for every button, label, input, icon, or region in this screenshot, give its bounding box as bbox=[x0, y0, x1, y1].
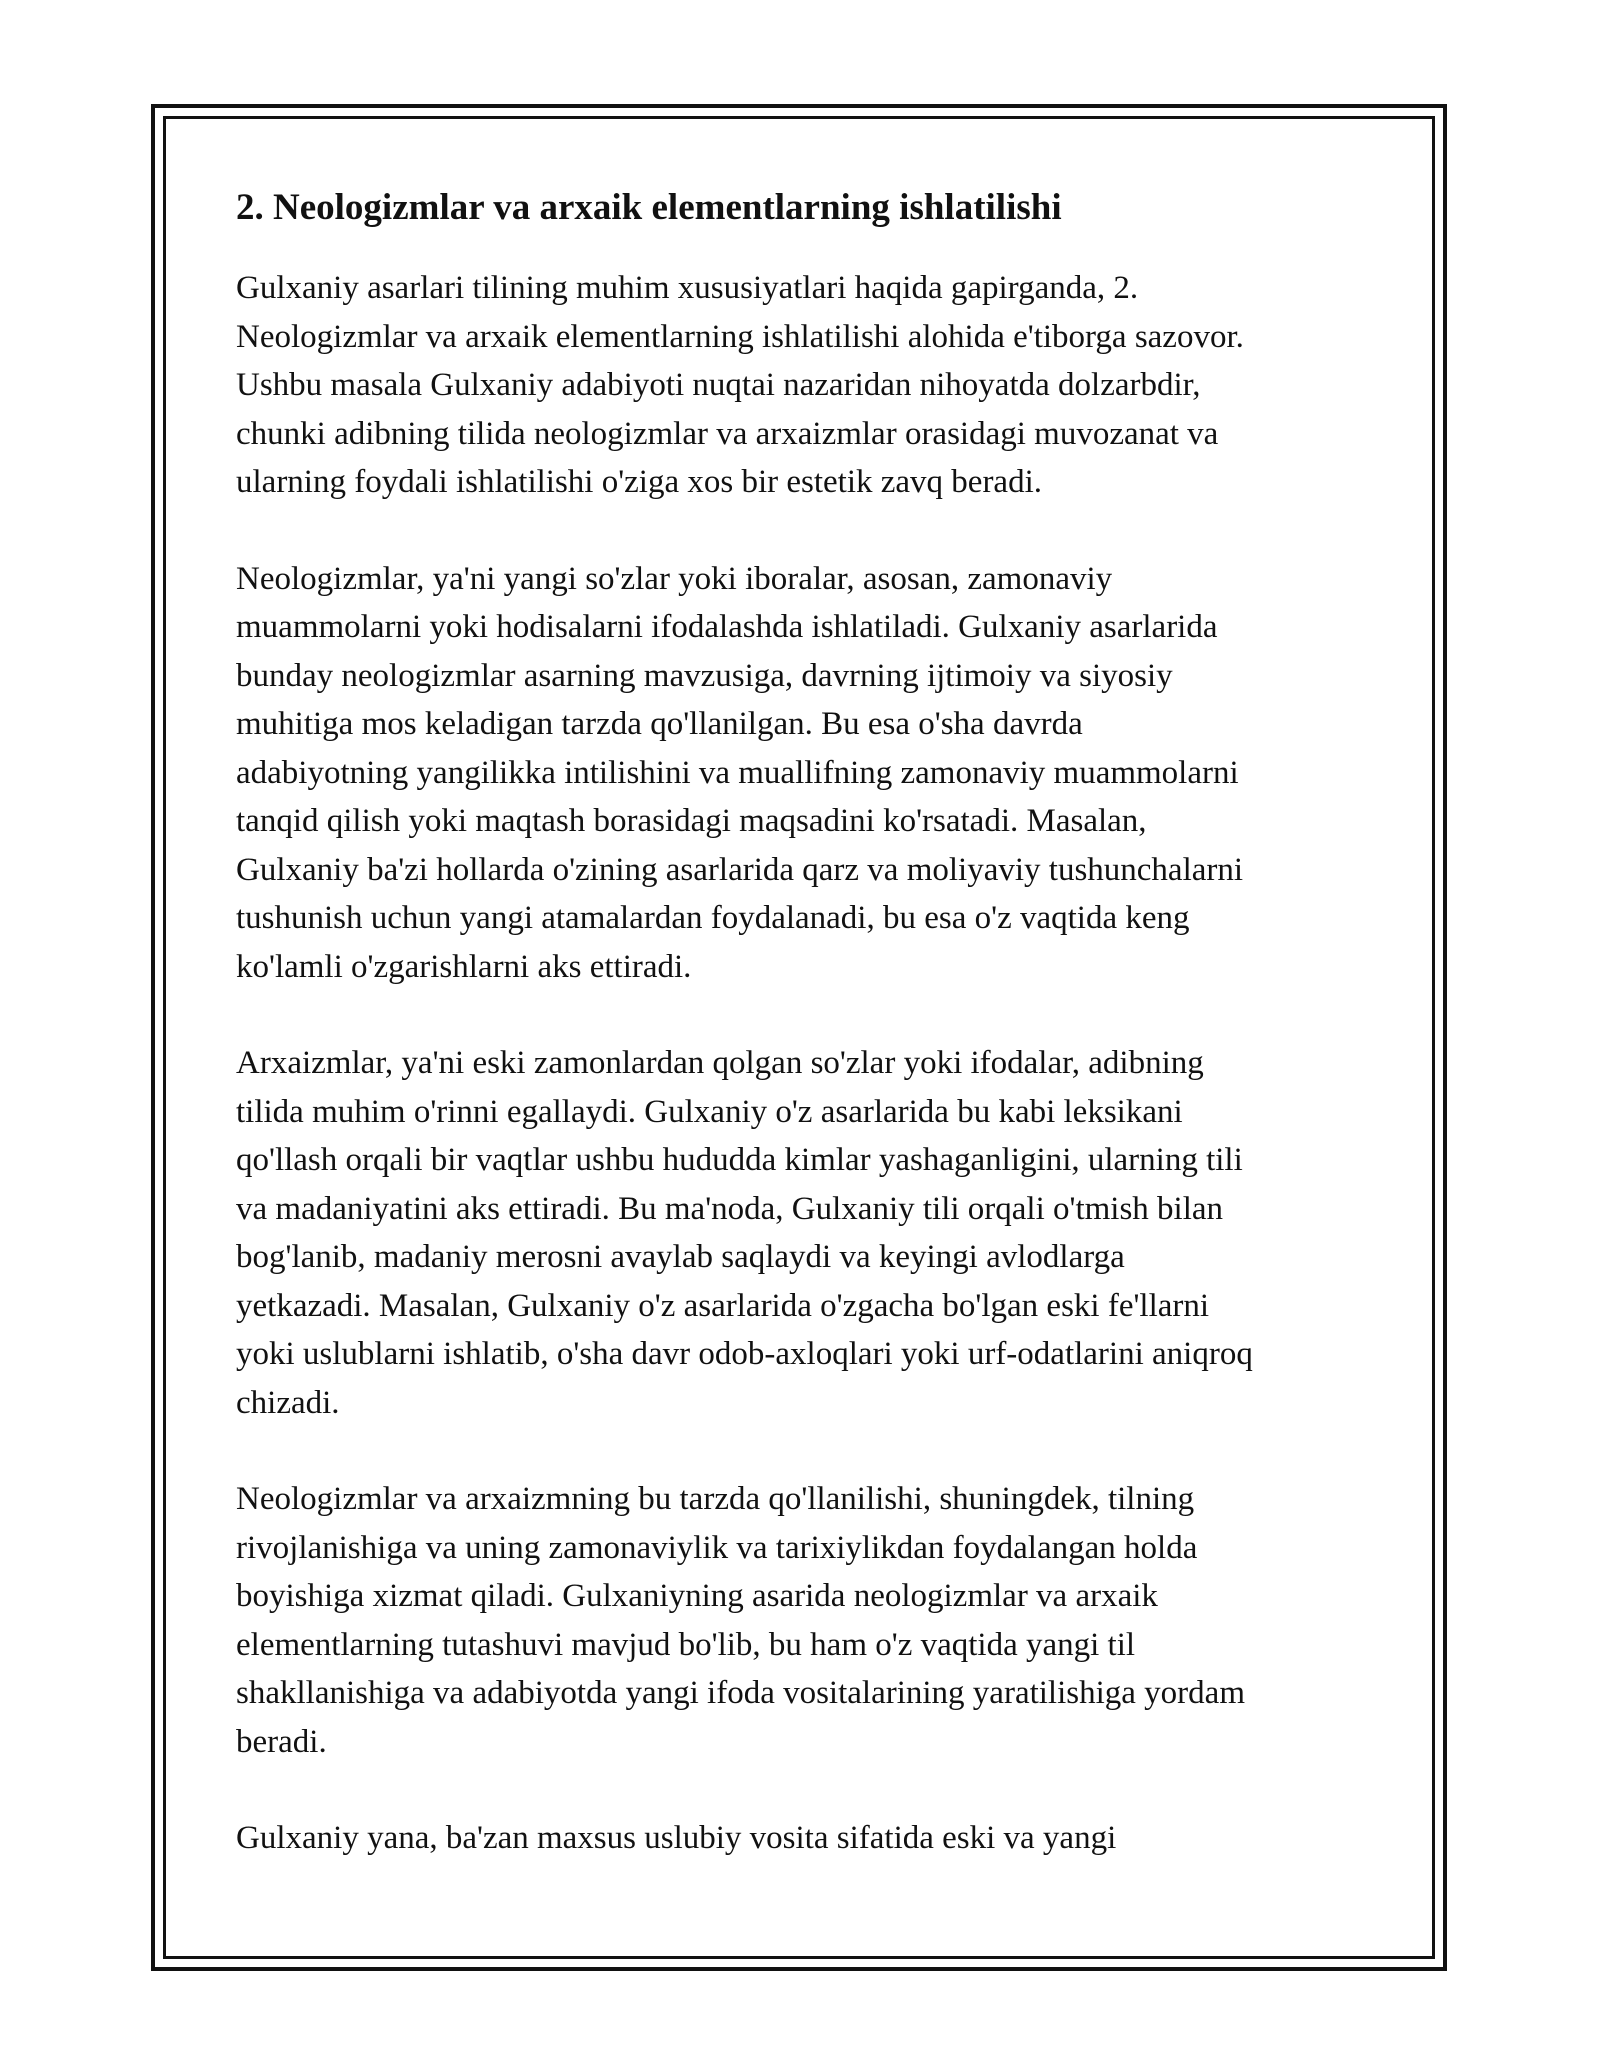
text-line: ko'lamli o'zgarishlarni aks ettiradi. bbox=[236, 948, 692, 985]
text-line: tanqid qilish yoki maqtash borasidagi maqsadini ko'rsatadi. Masalan, bbox=[236, 803, 1147, 840]
text-line: shakllanishiga va adabiyotda yangi ifoda vositalarining yaratilishiga yordam bbox=[236, 1675, 1245, 1712]
text-line: chizadi. bbox=[236, 1384, 340, 1421]
text-line: muhitiga mos keladigan tarzda qo'llanilgan. Bu esa o'sha davrda bbox=[236, 706, 1083, 743]
text-line: ularning foydali ishlatilishi o'ziga xos bir estetik zavq beradi. bbox=[236, 464, 1043, 501]
text-line: Gulxaniy ba'zi hollarda o'zining asarlarida qarz va moliyaviy tushunchalarni bbox=[236, 851, 1244, 888]
text-line: rivojlanishiga va uning zamonaviylik va tarixiylikdan foydalangan holda bbox=[236, 1529, 1198, 1566]
text-line: Neologizmlar va arxaik elementlarning ishlatilishi alohida e'tiborga sazovor. bbox=[236, 318, 1244, 355]
text-line: Neologizmlar, ya'ni yangi so'zlar yoki iboralar, asosan, zamonaviy bbox=[236, 560, 1113, 597]
paragraph-container bbox=[236, 264, 1396, 1863]
text-line: yoki uslublarni ishlatib, o'sha davr odob-axloqlari yoki urf-odatlarini aniqroq bbox=[236, 1336, 1253, 1373]
text-line: yetkazadi. Masalan, Gulxaniy o'z asarlarida o'zgacha bo'lgan eski fe'llarni bbox=[236, 1287, 1210, 1324]
text-line: Arxaizmlar, ya'ni eski zamonlardan qolgan so'zlar yoki ifodalar, adibning bbox=[236, 1045, 1204, 1082]
text-line: Neologizmlar va arxaizmning bu tarzda qo'llanilishi, shuningdek, tilning bbox=[236, 1481, 1195, 1518]
text-line: beradi. bbox=[236, 1723, 327, 1760]
text-line: Gulxaniy yana, ba'zan maxsus uslubiy vosita sifatida eski va yangi bbox=[236, 1820, 1117, 1857]
section-heading: 2. Neologizmlar va arxaik elementlarning ishlatilishi bbox=[236, 187, 1062, 228]
text-line: elementlarning tutashuvi mavjud bo'lib, bu ham o'z vaqtida yangi til bbox=[236, 1626, 1136, 1663]
text-line: muammolarni yoki hodisalarni ifodalashda ishlatiladi. Gulxaniy asarlarida bbox=[236, 609, 1218, 646]
text-line: bunday neologizmlar asarning mavzusiga, davrning ijtimoiy va siyosiy bbox=[236, 657, 1173, 694]
paragraph-5 bbox=[236, 1814, 1396, 1863]
text-line: bog'lanib, madaniy merosni avaylab saqlaydi va keyingi avlodlarga bbox=[236, 1239, 1125, 1276]
text-line: va madaniyatini aks ettiradi. Bu ma'noda, Gulxaniy tili orqali o'tmish bilan bbox=[236, 1190, 1224, 1227]
text-line: qo'llash orqali bir vaqtlar ushbu hududda kimlar yashaganligini, ularning tili bbox=[236, 1142, 1243, 1179]
text-line: chunki adibning tilida neologizmlar va arxaizmlar orasidagi muvozanat va bbox=[236, 415, 1219, 452]
text-line: Gulxaniy asarlari tilining muhim xususiyatlari haqida gapirganda, 2. bbox=[236, 270, 1139, 307]
document-body bbox=[236, 186, 1396, 1911]
paragraph-3 bbox=[236, 1039, 1396, 1427]
paragraph-2 bbox=[236, 555, 1396, 992]
paragraph-4 bbox=[236, 1475, 1396, 1766]
text-line: adabiyotning yangilikka intilishini va muallifning zamonaviy muammolarni bbox=[236, 754, 1239, 791]
text-line: tushunish uchun yangi atamalardan foydalanadi, bu esa o'z vaqtida keng bbox=[236, 900, 1190, 937]
text-line: boyishiga xizmat qiladi. Gulxaniyning asarida neologizmlar va arxaik bbox=[236, 1578, 1158, 1615]
paragraph-1 bbox=[236, 264, 1396, 507]
text-line: Ushbu masala Gulxaniy adabiyoti nuqtai nazaridan nihoyatda dolzarbdir, bbox=[236, 367, 1201, 404]
text-line: tilida muhim o'rinni egallaydi. Gulxaniy o'z asarlarida bu kabi leksikani bbox=[236, 1093, 1183, 1130]
